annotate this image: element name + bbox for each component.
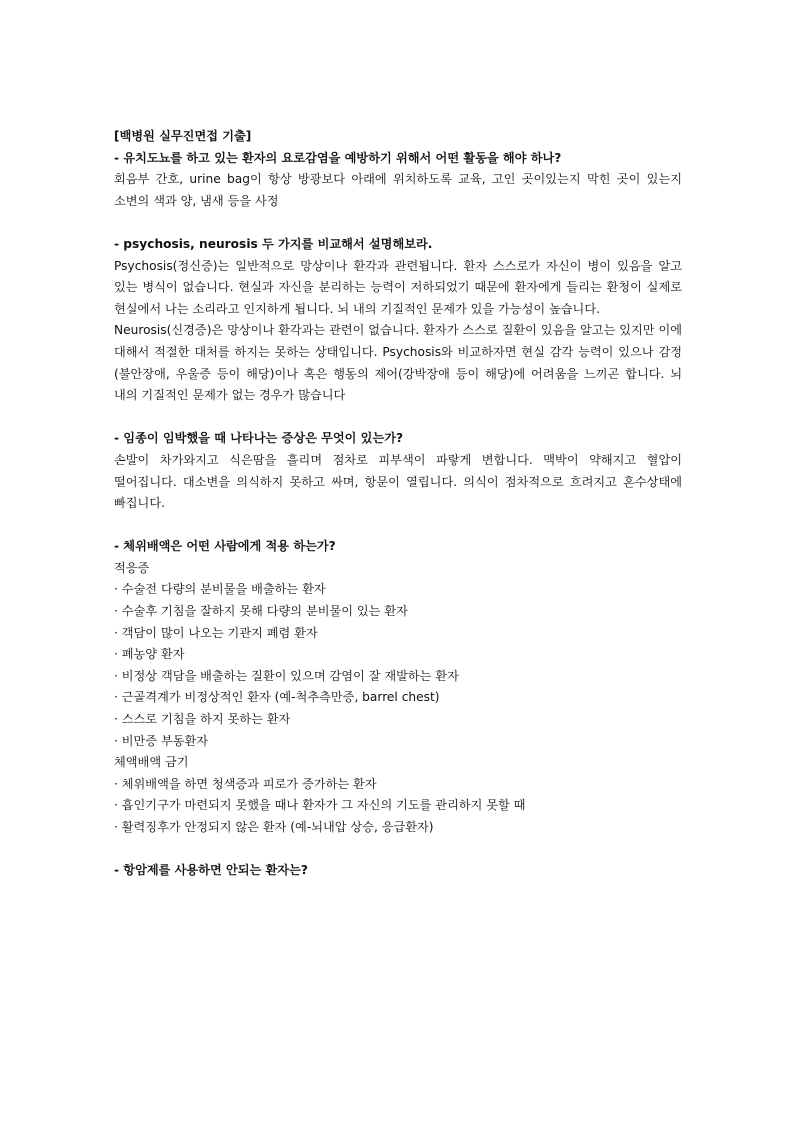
contraindication-item: · 활력징후가 안정되지 않은 환자 (예-뇌내압 상승, 응급환자) xyxy=(114,820,434,834)
indication-heading: 적응증 xyxy=(114,560,150,575)
question-2: - psychosis, neurosis 두 가지를 비교해서 설명해보라. xyxy=(114,236,433,251)
question-4: - 체위배액은 어떤 사람에게 적용 하는가? xyxy=(114,539,336,554)
spacer xyxy=(114,839,682,861)
indication-item: · 비정상 객담을 배출하는 질환이 있으며 감염이 잘 재발하는 환자 xyxy=(114,668,459,683)
spacer xyxy=(114,212,682,234)
indication-item: · 폐농양 환자 xyxy=(114,647,185,662)
indication-item: · 스스로 기침을 하지 못하는 환자 xyxy=(114,712,291,727)
indication-item: · 수술전 다량의 분비물을 배출하는 환자 xyxy=(114,582,326,597)
question-3: - 임종이 임박했을 때 나타나는 증상은 무엇이 있는가? xyxy=(114,431,404,446)
indication-item: · 근골격계가 비정상적인 환자 (예-척추측만증, barrel chest) xyxy=(114,690,440,705)
document-body xyxy=(114,126,682,882)
document-title: [백병원 실무진면접 기출] xyxy=(114,129,252,143)
answer-1: 회음부 간호, urine bag이 항상 방광보다 아래에 위치하도록 교육, 고인 곳이있는지 막힌 곳이 있는지 소변의 색과 양, 냄새 등을 사정 xyxy=(114,172,682,208)
indication-item: · 수술후 기침을 잘하지 못해 다량의 분비물이 있는 환자 xyxy=(114,604,408,619)
spacer xyxy=(114,407,682,429)
indication-item: · 비만증 부동환자 xyxy=(114,733,209,748)
answer-2-neurosis: Neurosis(신경증)은 망상이나 환각과는 관련이 없습니다. 환자가 스스로 질환이 있음을 알고는 있지만 이에 대해서 적절한 대처를 하지는 못하는 상태입니다. Psychosis와 비교하자면 현실 감각 능력이 있으나 감정(불안장애, 우울증 등이 해당)이나 혹은 행동의 제어(강박장애 등이 해당)에 어려움을 느끼곤 합니다. 뇌 내의 기질적인 문제가 없는 경우가 많습니다 xyxy=(114,323,682,403)
indication-item: · 객담이 많이 나오는 기관지 폐렴 환자 xyxy=(114,625,318,640)
contraindication-heading: 체액배액 금기 xyxy=(114,755,189,770)
contraindication-item: · 체위배액을 하면 청색증과 피로가 증가하는 환자 xyxy=(114,776,377,791)
answer-3: 손발이 차가와지고 식은땀을 흘리며 점차로 피부색이 파랗게 변합니다. 맥박이 약해지고 혈압이 떨어집니다. 대소변을 의식하지 못하고 싸며, 항문이 열립니다. 의식이 점차적으로 흐려지고 혼수상태에 빠집니다. xyxy=(114,452,682,511)
answer-2-psychosis: Psychosis(정신증)는 일반적으로 망상이나 환각과 관련됩니다. 환자 스스로가 자신이 병이 있음을 알고 있는 병식이 없습니다. 현실과 자신을 분리하는 능력이 저하되었기 때문에 환자에게 들리는 환청이 실제로 현실에서 나는 소리라고 인지하게 됩니다. 뇌 내의 기질적인 문제가 있을 가능성이 높습니다. xyxy=(114,258,682,316)
question-1: - 유치도뇨를 하고 있는 환자의 요로감염을 예방하기 위해서 어떤 활동을 해야 하나? xyxy=(114,150,562,165)
question-5: - 항암제를 사용하면 안되는 환자는? xyxy=(114,863,308,878)
spacer xyxy=(114,515,682,537)
contraindication-item: · 흡인기구가 마련되지 못했을 때나 환자가 그 자신의 기도를 관리하지 못할 때 xyxy=(114,798,526,813)
